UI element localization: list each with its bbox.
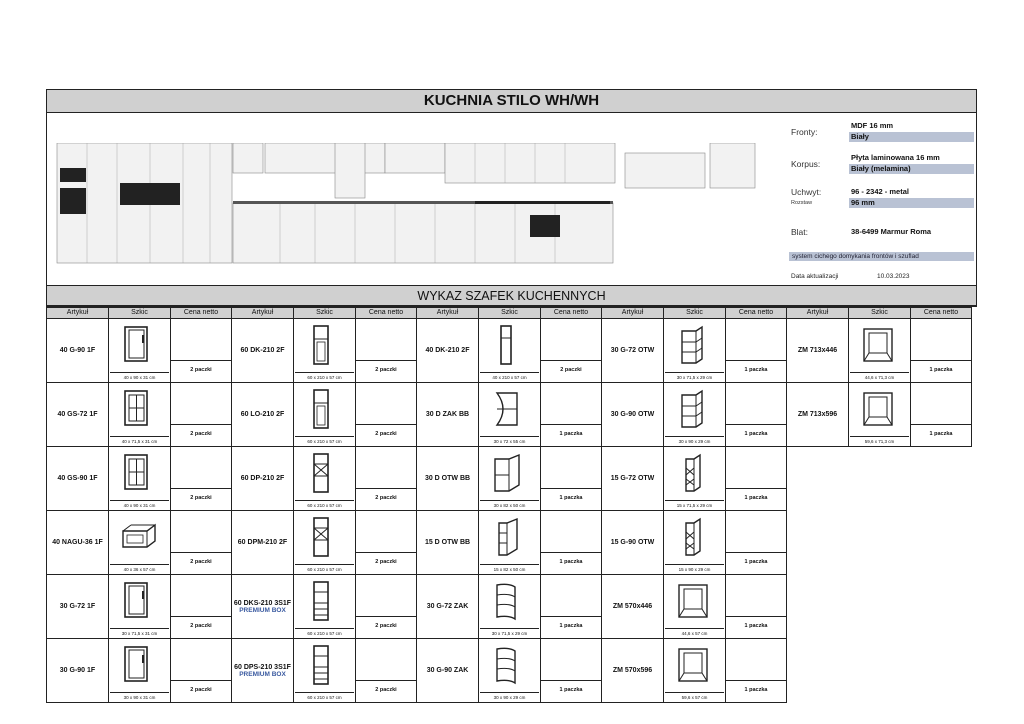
package-count: 2 paczki [356, 616, 416, 638]
article-name: 60 DPM-210 2F [237, 539, 288, 546]
wall-cabinet-icon [121, 645, 157, 687]
empty-cell [849, 639, 911, 703]
package-count: 1 paczka [726, 552, 786, 574]
article-cell [47, 639, 109, 703]
article-name: 30 G-90 1F [59, 667, 96, 674]
article-cell [232, 575, 294, 639]
col-header-price: Cena netto [171, 308, 232, 319]
page-title: KUCHNIA STILO WH/WH [47, 90, 976, 113]
col-header-article: Artykuł [47, 308, 109, 319]
update-label: Data aktualizacji [791, 273, 839, 280]
door-frame-icon [676, 645, 712, 687]
article-name: 60 DPS-210 3S1F [234, 663, 291, 671]
article-cell [47, 383, 109, 447]
package-count: 1 paczka [726, 680, 786, 702]
sketch-cell [294, 447, 356, 511]
tall-narrow-cabinet-icon [491, 325, 527, 367]
col-header-price: Cena netto [356, 308, 417, 319]
price-cell [911, 383, 972, 447]
sketch-cell [109, 383, 171, 447]
dimension-label: 40 x 90 x 31 cm [110, 372, 169, 382]
open-base-icon [491, 453, 527, 495]
article-name: 30 G-90 OTW [610, 411, 655, 418]
empty-cell [911, 575, 972, 639]
price-cell [356, 383, 417, 447]
empty-cell [849, 511, 911, 575]
col-header-price: Cena netto [541, 308, 602, 319]
package-count: 1 paczka [541, 424, 601, 446]
dimension-label: 30 x 82 x 50 cm [480, 500, 539, 510]
dimension-label: 30 x 71,5 x 31 cm [110, 628, 169, 638]
package-count: 1 paczka [726, 488, 786, 510]
article-cell [417, 447, 479, 511]
sketch-cell [664, 447, 726, 511]
col-header-article: Artykuł [602, 308, 664, 319]
glass-cabinet-icon [121, 389, 157, 431]
price-cell [541, 511, 602, 575]
wall-cabinet-icon [121, 325, 157, 367]
col-header-article: Artykuł [787, 308, 849, 319]
article-cell [232, 639, 294, 703]
article-name: 30 G-72 OTW [610, 347, 655, 354]
tall-cabinet-icon [306, 389, 342, 431]
dimension-label: 40 x 210 x 57 cm [480, 372, 539, 382]
dimension-label: 60 x 210 x 57 cm [295, 628, 354, 638]
col-header-sketch: Szkic [479, 308, 541, 319]
article-name: 60 LO-210 2F [240, 411, 285, 418]
rozstaw-value: 96 mm [849, 198, 974, 208]
price-cell [356, 639, 417, 703]
package-count: 2 paczki [171, 552, 231, 574]
sketch-cell [849, 383, 911, 447]
price-cell [726, 319, 787, 383]
price-cell [171, 447, 232, 511]
sketch-cell [294, 319, 356, 383]
price-cell [356, 319, 417, 383]
empty-cell [911, 639, 972, 703]
package-count: 2 paczki [171, 616, 231, 638]
package-count: 2 paczki [356, 680, 416, 702]
article-cell [417, 511, 479, 575]
price-cell [541, 319, 602, 383]
package-count: 2 paczki [171, 488, 231, 510]
empty-cell [787, 511, 849, 575]
col-header-sketch: Szkic [849, 308, 911, 319]
dimension-label: 40 x 90 x 31 cm [110, 500, 169, 510]
price-cell [541, 447, 602, 511]
dimension-label: 30 x 72 x 55 cm [480, 436, 539, 446]
article-name: 60 DP-210 2F [240, 475, 285, 482]
sketch-cell [109, 319, 171, 383]
price-cell [541, 639, 602, 703]
package-count: 2 paczki [171, 360, 231, 382]
article-name: 30 G-90 ZAK [426, 667, 469, 674]
article-name: 40 GS-72 1F [57, 411, 98, 418]
table-row [47, 447, 972, 511]
dimension-label: 60 x 210 x 57 cm [295, 692, 354, 702]
article-cell [47, 511, 109, 575]
article-name: 60 DKS-210 3S1F [233, 599, 292, 607]
article-cell [417, 383, 479, 447]
article-name: 30 D OTW BB [424, 475, 471, 482]
open-shelf-icon [676, 325, 712, 367]
list-title: WYKAZ SZAFEK KUCHENNYCH [47, 286, 976, 306]
table-row [47, 319, 972, 383]
corner-cabinet-icon [491, 389, 527, 431]
sketch-cell [294, 575, 356, 639]
wall-cabinet-icon [121, 581, 157, 623]
dimension-label: 15 x 82 x 50 cm [480, 564, 539, 574]
dimension-label: 40 x 36 x 57 cm [110, 564, 169, 574]
dimension-label: 44,6 x 71,3 cm [850, 372, 909, 382]
article-name: 60 DK-210 2F [240, 347, 285, 354]
article-cell [602, 511, 664, 575]
door-frame-icon [861, 325, 897, 367]
article-name: ZM 570x596 [612, 667, 653, 674]
col-header-article: Artykuł [417, 308, 479, 319]
flap-cabinet-icon [121, 517, 157, 559]
dimension-label: 59,6 x 71,3 cm [850, 436, 909, 446]
uchwyt-value: 96 - 2342 - metal [851, 187, 909, 196]
price-cell [171, 575, 232, 639]
door-frame-icon [676, 581, 712, 623]
sketch-cell [109, 575, 171, 639]
article-cell [602, 639, 664, 703]
price-cell [726, 447, 787, 511]
article-cell [417, 575, 479, 639]
article-name: 30 G-72 1F [59, 603, 96, 610]
oven-tall-cabinet-icon [306, 453, 342, 495]
price-cell [541, 575, 602, 639]
drawer-tall-cabinet-icon [306, 645, 342, 687]
dimension-label: 60 x 210 x 57 cm [295, 564, 354, 574]
package-count: 2 paczki [356, 360, 416, 382]
sketch-cell [849, 319, 911, 383]
table-row [47, 383, 972, 447]
glass-cabinet-icon [121, 453, 157, 495]
door-frame-icon [861, 389, 897, 431]
sketch-cell [479, 511, 541, 575]
dimension-label: 59,6 x 57 cm [665, 692, 724, 702]
empty-cell [787, 575, 849, 639]
article-name: ZM 713x446 [797, 347, 838, 354]
rozstaw-label: Rozstaw [791, 200, 813, 206]
sketch-cell [664, 639, 726, 703]
package-count: 1 paczka [541, 616, 601, 638]
article-cell [232, 447, 294, 511]
corner-shelf-icon [491, 581, 527, 623]
price-cell [171, 319, 232, 383]
empty-cell [911, 447, 972, 511]
fronty-color: Biały [849, 132, 974, 142]
dimension-label: 60 x 210 x 57 cm [295, 500, 354, 510]
sketch-cell [109, 447, 171, 511]
package-count: 2 paczki [541, 360, 601, 382]
sketch-cell [479, 575, 541, 639]
dimension-label: 60 x 210 x 57 cm [295, 372, 354, 382]
spec-panel [789, 117, 974, 287]
article-cell [232, 511, 294, 575]
price-cell [171, 383, 232, 447]
article-name: 30 G-72 ZAK [426, 603, 469, 610]
narrow-shelf-icon [676, 453, 712, 495]
col-header-article: Artykuł [232, 308, 294, 319]
col-header-price: Cena netto [726, 308, 787, 319]
price-cell [356, 575, 417, 639]
dimension-label: 60 x 210 x 57 cm [295, 436, 354, 446]
tall-cabinet-icon [306, 325, 342, 367]
oven-tall-cabinet-icon [306, 517, 342, 559]
article-cell [47, 319, 109, 383]
system-note: system cichego domykania frontów i szuflad [789, 252, 974, 261]
update-date: 10.03.2023 [877, 273, 910, 280]
col-header-price: Cena netto [911, 308, 972, 319]
dimension-label: 15 x 90 x 29 cm [665, 564, 724, 574]
package-count: 2 paczki [171, 680, 231, 702]
dimension-label: 40 x 71,5 x 31 cm [110, 436, 169, 446]
price-cell [541, 383, 602, 447]
article-name: 30 D ZAK BB [425, 411, 470, 418]
article-name: 40 DK-210 2F [425, 347, 470, 354]
col-header-sketch: Szkic [294, 308, 356, 319]
fronty-value: MDF 16 mm [851, 121, 894, 130]
sketch-cell [109, 511, 171, 575]
package-count: 1 paczka [541, 488, 601, 510]
premium-box-label: PREMIUM BOX [239, 670, 286, 678]
sketch-cell [479, 319, 541, 383]
price-cell [726, 383, 787, 447]
article-cell [47, 447, 109, 511]
sketch-cell [664, 511, 726, 575]
narrow-base-icon [491, 517, 527, 559]
korpus-label: Korpus: [791, 159, 821, 169]
article-cell [787, 319, 849, 383]
sketch-cell [479, 447, 541, 511]
article-cell [787, 383, 849, 447]
article-name: 40 NAGU-36 1F [52, 539, 103, 546]
uchwyt-label: Uchwyt: [791, 187, 822, 197]
empty-cell [787, 447, 849, 511]
premium-box-label: PREMIUM BOX [239, 606, 286, 614]
package-count: 1 paczka [726, 616, 786, 638]
sketch-cell [664, 383, 726, 447]
package-count: 1 paczka [911, 424, 971, 446]
fronty-label: Fronty: [791, 127, 818, 137]
price-cell [356, 447, 417, 511]
empty-cell [911, 511, 972, 575]
package-count: 1 paczka [726, 424, 786, 446]
package-count: 2 paczki [171, 424, 231, 446]
kitchen-illustration [55, 143, 785, 268]
price-cell [356, 511, 417, 575]
article-name: ZM 713x596 [797, 411, 838, 418]
table-row [47, 511, 972, 575]
package-count: 1 paczka [541, 680, 601, 702]
open-shelf-icon [676, 389, 712, 431]
article-cell [602, 383, 664, 447]
package-count: 1 paczka [911, 360, 971, 382]
article-cell [602, 575, 664, 639]
article-cell [417, 639, 479, 703]
corner-shelf-icon [491, 645, 527, 687]
korpus-value: Płyta laminowana 16 mm [851, 153, 940, 162]
dimension-label: 44,6 x 57 cm [665, 628, 724, 638]
package-count: 2 paczki [356, 424, 416, 446]
dimension-label: 30 x 90 x 29 cm [480, 692, 539, 702]
article-cell [602, 447, 664, 511]
price-cell [911, 319, 972, 383]
dimension-label: 30 x 71,5 x 29 cm [665, 372, 724, 382]
table-row [47, 575, 972, 639]
article-name: 15 D OTW BB [424, 539, 471, 546]
article-name: 15 G-72 OTW [610, 475, 655, 482]
article-name: 40 GS-90 1F [57, 475, 98, 482]
sketch-cell [479, 639, 541, 703]
article-cell [232, 383, 294, 447]
article-cell [602, 319, 664, 383]
sketch-cell [294, 639, 356, 703]
sketch-cell [664, 575, 726, 639]
blat-label: Blat: [791, 227, 809, 237]
price-cell [726, 639, 787, 703]
cabinet-table [46, 307, 972, 703]
col-header-sketch: Szkic [109, 308, 171, 319]
article-name: 40 G-90 1F [59, 347, 96, 354]
sketch-cell [109, 639, 171, 703]
package-count: 2 paczki [356, 552, 416, 574]
article-cell [417, 319, 479, 383]
package-count: 1 paczka [541, 552, 601, 574]
sketch-cell [294, 383, 356, 447]
package-count: 2 paczki [356, 488, 416, 510]
sketch-cell [664, 319, 726, 383]
empty-cell [849, 575, 911, 639]
article-name: 15 G-90 OTW [610, 539, 655, 546]
dimension-label: 30 x 90 x 31 cm [110, 692, 169, 702]
col-header-sketch: Szkic [664, 308, 726, 319]
package-count: 1 paczka [726, 360, 786, 382]
empty-cell [787, 639, 849, 703]
overview-section [47, 113, 976, 286]
blat-value: 38-6499 Marmur Roma [851, 227, 932, 236]
article-cell [47, 575, 109, 639]
price-cell [171, 639, 232, 703]
drawer-tall-cabinet-icon [306, 581, 342, 623]
article-name: ZM 570x446 [612, 603, 653, 610]
sketch-cell [479, 383, 541, 447]
price-cell [171, 511, 232, 575]
table-row [47, 639, 972, 703]
sketch-cell [294, 511, 356, 575]
narrow-shelf-icon [676, 517, 712, 559]
article-cell [232, 319, 294, 383]
dimension-label: 30 x 71,5 x 29 cm [480, 628, 539, 638]
empty-cell [849, 447, 911, 511]
price-cell [726, 511, 787, 575]
document-frame [46, 89, 977, 307]
price-cell [726, 575, 787, 639]
korpus-color: Biały (melamina) [849, 164, 974, 174]
dimension-label: 15 x 71,5 x 29 cm [665, 500, 724, 510]
dimension-label: 30 x 90 x 29 cm [665, 436, 724, 446]
